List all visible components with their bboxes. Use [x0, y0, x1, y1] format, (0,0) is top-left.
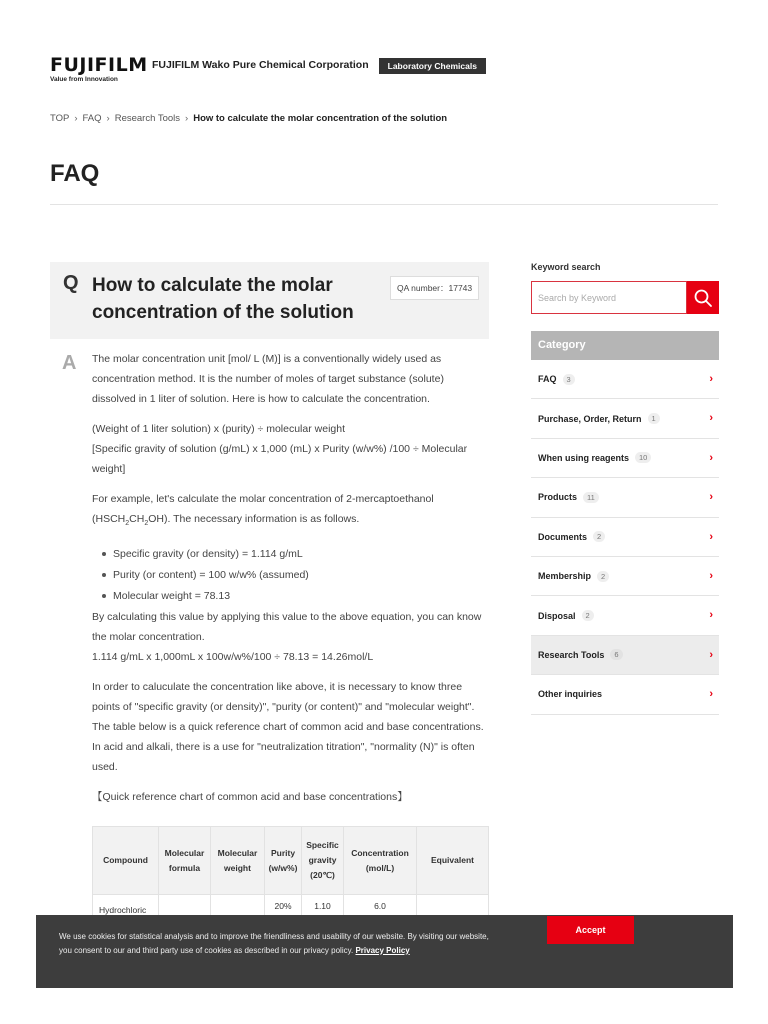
- company-name[interactable]: FUJIFILM Wako Pure Chemical Corporation: [152, 59, 369, 71]
- search-box: [531, 281, 687, 314]
- column-header: Specific gravity (20℃): [302, 827, 344, 895]
- category-list: [531, 360, 719, 715]
- category-count-badge: 2: [593, 531, 605, 542]
- category-item-disposal[interactable]: [531, 596, 719, 635]
- column-header: Equivalent: [417, 827, 489, 895]
- cookie-text: [59, 930, 489, 957]
- column-header: Concentration (mol/L): [344, 827, 417, 895]
- category-item-products[interactable]: [531, 478, 719, 517]
- divider: [50, 204, 718, 205]
- category-item-documents[interactable]: [531, 518, 719, 557]
- breadcrumb-faq[interactable]: FAQ: [82, 113, 102, 124]
- category-item-research-tools[interactable]: [531, 636, 719, 675]
- cookie-message: We use cookies for statistical analysis and to improve the friendliness and usability of our website. By visiting our website, you consent to our and third party use of cookies as described in our privacy policy.: [59, 932, 489, 955]
- chevron-right-icon: ›: [709, 530, 713, 543]
- table-cell: [159, 895, 211, 917]
- calculation-result: 1.114 g/mL x 1,000mL x 100w/w%/100 ÷ 78.13 = 14.26mol/L: [92, 651, 374, 664]
- category-label: Membership: [538, 571, 592, 582]
- formula-line-1: (Weight of 1 liter solution) x (purity) ÷ molecular weight: [92, 423, 345, 435]
- question-marker: Q: [63, 272, 79, 294]
- category-label: Documents: [538, 531, 588, 542]
- category-label: Research Tools: [538, 649, 605, 660]
- required-info-list: [102, 544, 489, 607]
- accept-button[interactable]: Accept: [547, 916, 634, 944]
- category-label: Purchase, Order, Return: [538, 413, 642, 424]
- formula-line-2: [Specific gravity of solution (g/mL) x 1,000 (mL) x Purity (w/w%) /100 ÷ Molecular weight]: [92, 443, 468, 475]
- category-count-badge: 3: [563, 374, 575, 385]
- concentration-table: [92, 826, 489, 916]
- category-count-badge: 2: [597, 571, 609, 582]
- category-count-badge: 1: [648, 413, 660, 424]
- chevron-right-icon: ›: [106, 113, 110, 124]
- table-cell: 6.0: [344, 895, 417, 917]
- table-cell: [211, 895, 265, 917]
- table-cell: 20%: [265, 895, 302, 917]
- category-item-faq[interactable]: [531, 360, 719, 399]
- fujifilm-logo[interactable]: [50, 54, 148, 83]
- category-label: When using reagents: [538, 452, 630, 463]
- chevron-right-icon: ›: [709, 412, 713, 425]
- chevron-right-icon: ›: [709, 451, 713, 464]
- column-header: Molecular formula: [159, 827, 211, 895]
- table-cell: [417, 895, 489, 917]
- privacy-policy-link[interactable]: Privacy Policy: [355, 945, 410, 955]
- site-header: [50, 55, 486, 85]
- column-header: Compound: [93, 827, 159, 895]
- search-input[interactable]: [538, 293, 678, 303]
- concentration-table-container[interactable]: [92, 826, 489, 916]
- search-icon: [693, 288, 713, 308]
- formula: [92, 419, 489, 479]
- chevron-right-icon: ›: [74, 113, 78, 124]
- list-item: Molecular weight = 78.13: [102, 586, 489, 607]
- chevron-right-icon: ›: [709, 609, 713, 622]
- calculation-text: By calculating this value by applying this value to the above equation, you can know the molar concentration.: [92, 611, 482, 644]
- category-label: FAQ: [538, 374, 557, 385]
- list-item: Purity (or content) = 100 w/w% (assumed): [102, 565, 489, 586]
- category-label: Disposal: [538, 610, 576, 621]
- breadcrumb-current: How to calculate the molar concentration of the solution: [193, 113, 448, 124]
- three-points-paragraph: In order to caluculate the concentration like above, it is necessary to know three points of "specific gravity (or density)", "purity (or content)" and "molecular weight". The table below is a quick reference chart of common acid and base concentrations. In acid and alkali, there is a use for "neutralization titration", "normality (N)" is often used.: [92, 681, 484, 774]
- chevron-right-icon: ›: [709, 373, 713, 385]
- category-count-badge: 6: [610, 649, 622, 660]
- laboratory-chemicals-badge[interactable]: Laboratory Chemicals: [379, 58, 486, 74]
- table-cell: 1.10: [302, 895, 344, 917]
- category-header: Category: [531, 331, 719, 360]
- question-title: How to calculate the molar concentration of the solution: [92, 275, 354, 323]
- chevron-right-icon: ›: [709, 569, 713, 582]
- example-paragraph: [92, 489, 489, 534]
- category-item-purchase-order-return[interactable]: [531, 399, 719, 438]
- category-label: Other inquiries: [538, 689, 603, 700]
- category-label: Products: [538, 492, 578, 503]
- qa-number-badge: QA number：17743: [390, 276, 479, 300]
- example-intro: For example, let's calculate the molar concentration of 2-mercaptoethanol: [92, 493, 434, 505]
- category-item-other-inquiries[interactable]: [531, 675, 719, 714]
- logo-tagline: Value from Innovation: [50, 76, 118, 83]
- question-box: [50, 262, 489, 339]
- answer-body: [92, 349, 489, 817]
- category-count-badge: 2: [582, 610, 594, 621]
- chevron-right-icon: ›: [185, 113, 189, 124]
- example-formula: $(HSCH_2CH_2OH)$. The necessary information is as follows.: [92, 513, 360, 528]
- chevron-right-icon: ›: [709, 648, 713, 661]
- cookie-banner: [36, 915, 733, 988]
- page-title: FAQ: [50, 160, 100, 187]
- chevron-right-icon: ›: [709, 688, 713, 701]
- column-header: Molecular weight: [211, 827, 265, 895]
- category-count-badge: 10: [635, 452, 651, 463]
- breadcrumb-top[interactable]: TOP: [50, 113, 70, 124]
- column-header: Purity (w/w%): [265, 827, 302, 895]
- keyword-search-label: Keyword search: [531, 262, 601, 272]
- answer-marker: A: [62, 352, 77, 374]
- chart-heading: 【Quick reference chart of common acid and base concentrations】: [92, 791, 408, 804]
- calculation-paragraph: [92, 607, 489, 667]
- table-row: [93, 895, 489, 917]
- search-button[interactable]: [687, 281, 719, 314]
- logo-wordmark: FUJIFILM: [50, 54, 148, 76]
- table-header-row: [93, 827, 489, 895]
- chevron-right-icon: ›: [709, 491, 713, 504]
- category-count-badge: 11: [583, 492, 599, 503]
- answer-intro: The molar concentration unit [mol/ L (M)] is a conventionally widely used as concentration method. It is the number of moles of target substance (solute) dissolved in 1 liter of solution. Here is how to calculate the concentration.: [92, 353, 444, 405]
- category-item-when-using-reagents[interactable]: [531, 439, 719, 478]
- table-cell: Hydrochloric: [93, 895, 159, 917]
- breadcrumb-research-tools[interactable]: Research Tools: [114, 113, 181, 124]
- list-item: Specific gravity (or density) = 1.114 g/mL: [102, 544, 489, 565]
- category-item-membership[interactable]: [531, 557, 719, 596]
- breadcrumb: [50, 113, 447, 124]
